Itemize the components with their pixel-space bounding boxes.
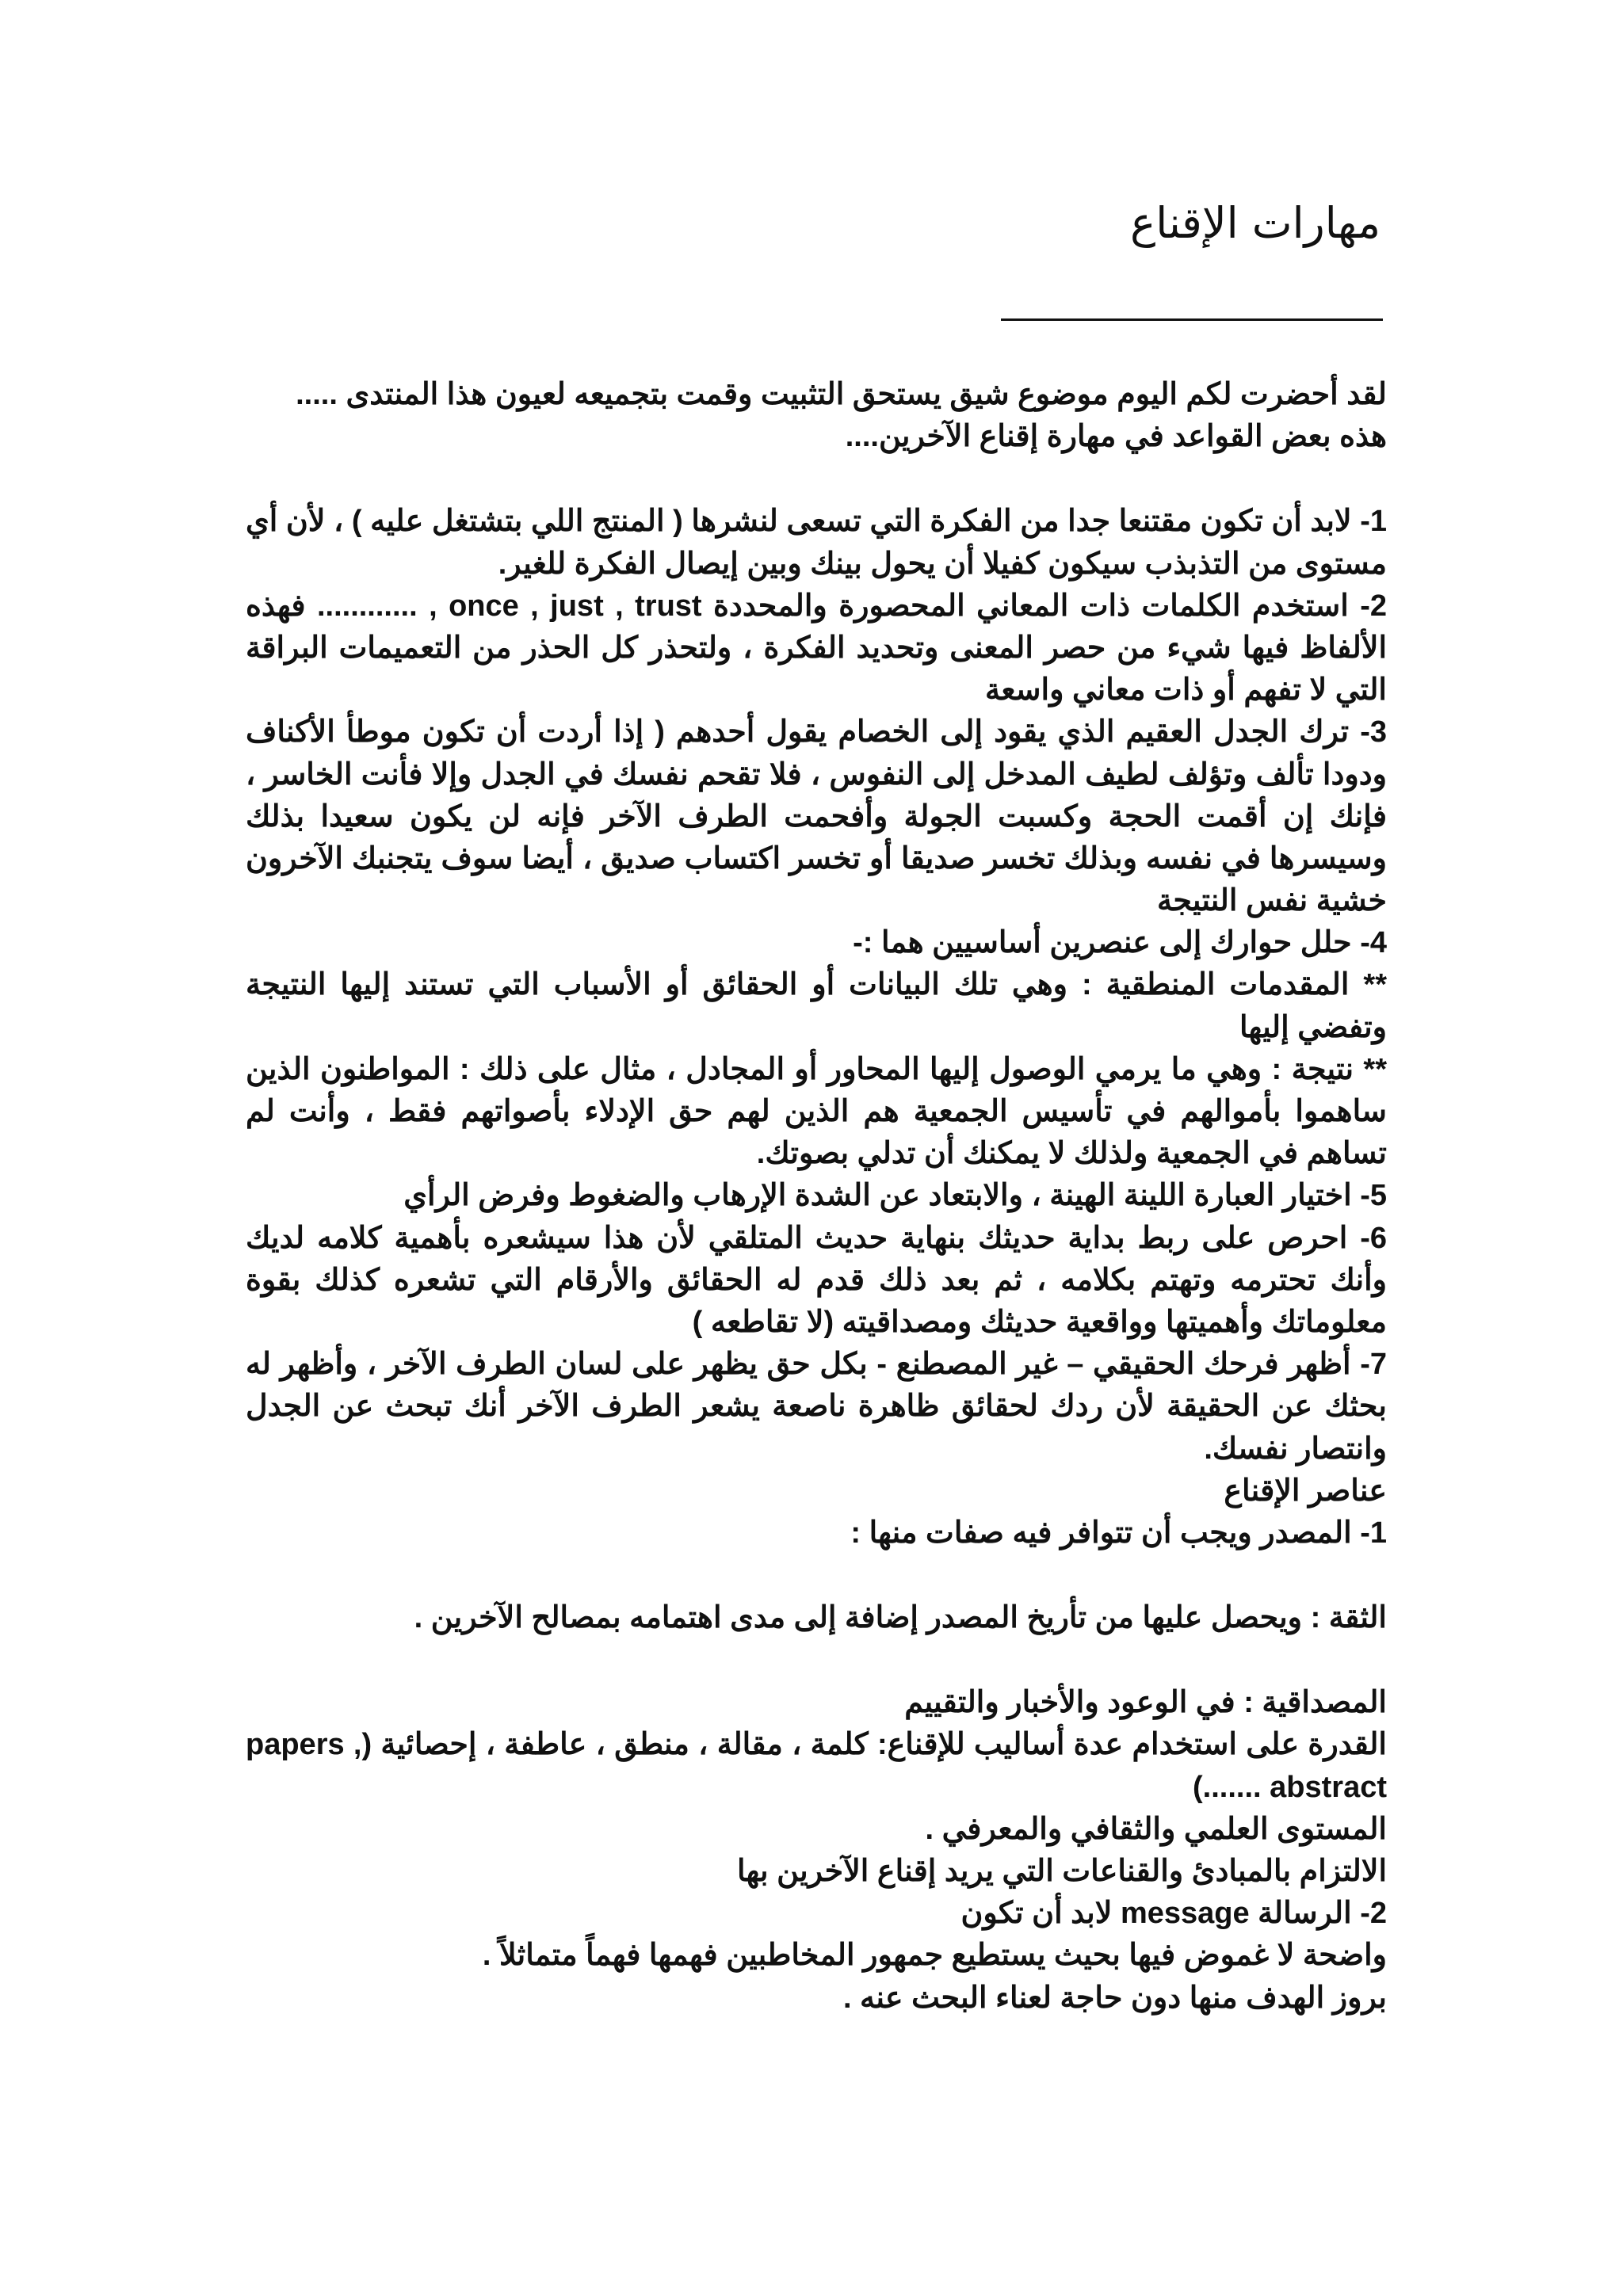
document-body	[246, 374, 1387, 2019]
rule-4: 4- حلل حوارك إلى عنصرين أساسيين هما :-	[853, 926, 1387, 960]
page-title: مهارات الإقناع	[1130, 198, 1381, 248]
rule-1: 1- لابد أن تكون مقتنعا جدا من الفكرة التي تسعى لنشرها ( المنتج اللي بتشتغل عليه ) ، لأن أي مستوى من التذبذب سيكون كفيلا أن يحول بينك وبين إيصال الفكرة للغير.	[246, 505, 1387, 581]
rule-4-premises: ** المقدمات المنطقية : وهي تلك البيانات أو الحقائق أو الأسباب التي تستند إليها النتيجة وتفضي إليها	[246, 968, 1387, 1044]
elements-heading: عناصر الإقناع	[1224, 1474, 1387, 1508]
rule-6: 6- احرص على ربط بداية حديثك بنهاية حديث المتلقي لأن هذا سيشعره بأهمية كلامه لديك وأنك تحترمه وتهتم بكلامه ، ثم بعد ذلك قدم له الحقائق والأرقام التي تشعره كذلك بقوة معلوماتك وأهميتها وواقعية حديثك ومصداقيته (لا تقاطعه )	[246, 1221, 1387, 1339]
rule-3: 3- ترك الجدل العقيم الذي يقود إلى الخصام يقول أحدهم ( إذا أردت أن تكون موطأ الأكناف ودودا تألف وتؤلف لطيف المدخل إلى النفوس ، فلا تقحم نفسك في الجدل وإلا فأنت الخاسر ، فإنك إن أقمت الحجة وكسبت الجولة وأفحمت الطرف الآخر فإنه لن يكون سعيدا بذلك وسيسرها في نفسه وبذلك تخسر صديقا أو تخسر اكتساب صديق ، أيضا سوف يتجنبك الآخرون خشية نفس النتيجة	[246, 715, 1387, 918]
intro-line-1: لقد أحضرت لكم اليوم موضوع شيق يستحق التثبيت وقمت بتجميعه لعيون هذا المنتدى .....	[296, 378, 1387, 411]
spacer	[246, 458, 1387, 501]
spacer	[246, 1639, 1387, 1682]
source-heading: 1- المصدر ويجب أن تتوافر فيه صفات منها :	[850, 1516, 1387, 1550]
goal-line: بروز الهدف منها دون حاجة لعناء البحث عنه .	[842, 1981, 1387, 2015]
rule-4-conclusion: ** نتيجة : وهي ما يرمي الوصول إليها المحاور أو المجادل ، مثال على ذلك : المواطنون الذين ساهموا بأموالهم في تأسيس الجمعية هم الذين لهم حق الإدلاء بأصواتهم فقط ، وأنت لم تساهم في الجمعية ولذلك لا يمكنك أن تدلي بصوتك.	[246, 1052, 1387, 1171]
intro-line-2: هذه بعض القواعد في مهارة إقناع الآخرين....	[845, 420, 1387, 454]
ability-line: القدرة على استخدام عدة أساليب للإقناع: كلمة ، مقالة ، منطق ، عاطفة ، إحصائية (papers , abstract .......)	[246, 1728, 1387, 1804]
level-line: المستوى العلمي والثقافي والمعرفي .	[925, 1812, 1387, 1846]
credibility-line: المصداقية : في الوعود والأخبار والتقييم	[904, 1686, 1387, 1720]
clarity-line: واضحة لا غموض فيها بحيث يستطيع جمهور المخاطبين فهمها فهماً متماثلاً .	[482, 1939, 1387, 1973]
commitment-line: الالتزام بالمبادئ والقناعات التي يريد إقناع الآخرين بها	[736, 1855, 1387, 1888]
message-heading: 2- الرسالة message لابد أن تكون	[960, 1897, 1387, 1931]
rule-2: 2- استخدم الكلمات ذات المعاني المحصورة والمحددة once , just , trust , ............ فهذه الألفاظ فيها شيء من حصر المعنى وتحديد الفكرة ، ولتحذر كل الحذر من التعميمات البراقة التي لا تفهم أو ذات معاني واسعة	[246, 589, 1387, 707]
rule-5: 5- اختيار العبارة اللينة الهينة ، والابتعاد عن الشدة الإرهاب والضغوط وفرض الرأي	[403, 1179, 1387, 1213]
spacer	[246, 1554, 1387, 1597]
rule-7: 7- أظهر فرحك الحقيقي – غير المصطنع - بكل حق يظهر على لسان الطرف الآخر ، وأظهر له بحثك عن الحقيقة لأن ردك لحقائق ظاهرة ناصعة يشعر الطرف الآخر أنك تبحث عن الجدل وانتصار نفسك.	[246, 1348, 1387, 1466]
title-underline	[1001, 318, 1383, 321]
trust-line: الثقة : ويحصل عليها من تأريخ المصدر إضافة إلى مدى اهتمامه بمصالح الآخرين .	[414, 1601, 1387, 1635]
